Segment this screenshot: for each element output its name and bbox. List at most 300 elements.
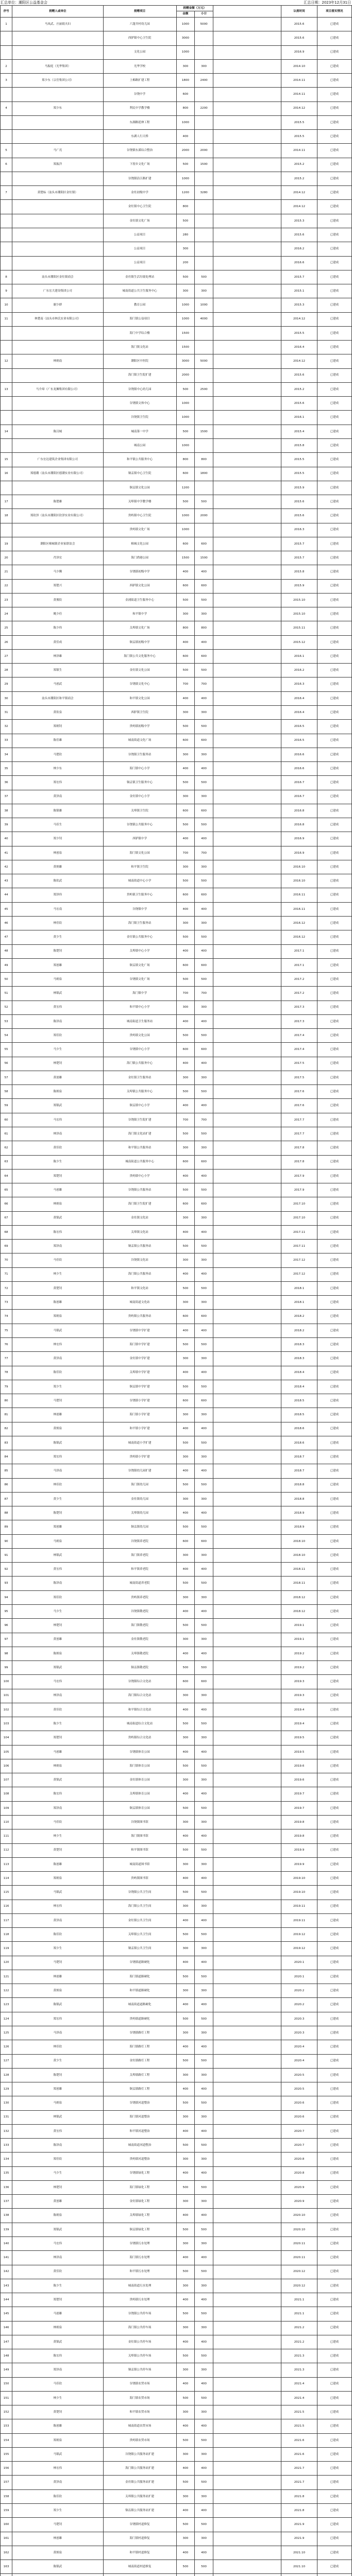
- row-amount: 500: [176, 2349, 195, 2363]
- row-status: 已建成: [317, 1057, 351, 1071]
- row-no: 66: [1, 1197, 12, 1211]
- row-date: 2016.2: [281, 664, 317, 677]
- row-unit: 林创雄: [12, 2532, 104, 2546]
- row-date: 2014.10: [281, 59, 317, 73]
- row-project: 海门镇养老院: [103, 1548, 176, 1562]
- row-status: 已建成: [317, 59, 351, 73]
- row-no: 28: [1, 664, 12, 677]
- table-row: [1, 649, 352, 663]
- row-subtotal: 400: [195, 1014, 213, 1028]
- row-no: 72: [1, 1281, 12, 1295]
- row-unit: [12, 242, 104, 256]
- row-no: 20: [1, 551, 12, 565]
- table-row: [1, 1352, 352, 1366]
- row-unit: 陈钦武: [12, 874, 104, 888]
- row-date: 2015.5: [281, 453, 317, 467]
- row-unit: 林楚南（汕头市林氏实业有限公司）: [12, 312, 104, 326]
- row-date: 2017.10: [281, 1197, 317, 1211]
- row-project: 关埠镇中学扩建: [103, 1366, 176, 1380]
- row-amount: 400: [176, 130, 195, 144]
- row-amount: 600: [176, 1043, 195, 1057]
- page-header: [0, 0, 352, 5]
- table-row: [1, 621, 352, 635]
- summary-date: 汇总日期：2023年12月31日: [304, 1, 351, 5]
- table-row: [1, 2195, 352, 2209]
- row-status: 已建成: [317, 1408, 351, 1422]
- row-project: 谷饶镇中学: [103, 902, 176, 916]
- row-unit: 郑泽南: [12, 2363, 104, 2377]
- row-project: 铜盂镇中心卫生院: [103, 467, 176, 481]
- row-subtotal: 400: [195, 565, 213, 579]
- table-row: [1, 1787, 352, 1801]
- row-no: 35: [1, 762, 12, 776]
- row-unit: 陈宏伟: [12, 2349, 104, 2363]
- row-date: 2016.4: [281, 341, 317, 354]
- row-amount: 700: [176, 846, 195, 860]
- table-row: [1, 1577, 352, 1590]
- row-amount: 400: [176, 1913, 195, 1927]
- row-subtotal: 500: [195, 2307, 213, 2321]
- table-row: [1, 1380, 352, 1394]
- table-row: [1, 101, 352, 115]
- row-unit: 陈宏伟: [12, 1225, 104, 1239]
- row-project: 海门镇文化公园: [103, 846, 176, 860]
- row-status: 已建成: [317, 2532, 351, 2546]
- row-amount: 300: [176, 1492, 195, 1506]
- table-row: [1, 2166, 352, 2180]
- row-no: 153: [1, 2419, 12, 2433]
- row-no: 58: [1, 1085, 12, 1099]
- row-subtotal: 300: [195, 1211, 213, 1225]
- row-no: 126: [1, 2040, 12, 2054]
- table-row: [1, 2082, 352, 2096]
- row-project: 谷饶镇污水处理: [103, 2236, 176, 2250]
- row-amount: 600: [176, 579, 195, 593]
- row-no: 36: [1, 776, 12, 790]
- table-row: [1, 1029, 352, 1043]
- row-unit: 马镇武: [12, 2447, 104, 2461]
- row-unit: 林少生: [12, 2391, 104, 2405]
- row-subtotal: 300: [195, 706, 213, 720]
- row-subtotal: 500: [195, 1127, 213, 1141]
- row-status: 已建成: [317, 1394, 351, 1408]
- row-unit: 林创雄: [12, 1408, 104, 1422]
- row-status: 已建成: [317, 1310, 351, 1324]
- row-no: 127: [1, 2054, 12, 2068]
- row-spacer: [213, 1633, 281, 1647]
- row-project: 金浦街道卫生服务中心: [103, 593, 176, 607]
- row-no: 59: [1, 1099, 12, 1113]
- row-status: 已建成: [317, 397, 351, 411]
- table-row: [1, 2026, 352, 2040]
- row-date: 2021.10: [281, 2546, 317, 2560]
- row-project: 公益项目: [103, 242, 176, 256]
- row-amount: 400: [176, 1225, 195, 1239]
- row-date: 2016.8: [281, 804, 317, 818]
- table-row: [1, 1450, 352, 1464]
- row-no: [1, 368, 12, 382]
- table-row: [1, 579, 352, 593]
- row-unit: 陈炳泉: [12, 1085, 104, 1099]
- row-project: 铜盂镇体育公园: [103, 1801, 176, 1815]
- row-status: 已建成: [317, 874, 351, 888]
- row-unit: 陈佳雄: [12, 734, 104, 748]
- row-spacer: [213, 1928, 281, 1942]
- row-no: 129: [1, 2082, 12, 2096]
- row-subtotal: 300: [195, 2363, 213, 2377]
- row-project: 东湖人行天桥: [103, 130, 176, 144]
- row-unit: 郑泽南: [12, 1240, 104, 1253]
- row-subtotal: 500: [195, 1661, 213, 1675]
- donation-table: [0, 5, 352, 2576]
- row-date: 2019.5: [281, 1731, 317, 1745]
- row-no: 102: [1, 1703, 12, 1717]
- row-status: 已建成: [317, 74, 351, 88]
- row-spacer: [213, 2068, 281, 2082]
- table-row: [1, 1689, 352, 1703]
- row-spacer: [213, 2265, 281, 2279]
- row-status: 已建成: [317, 425, 351, 438]
- row-subtotal: 500: [195, 2096, 213, 2110]
- row-project: 和平镇公共服务中心: [103, 453, 176, 467]
- row-unit: 黄少生: [12, 2054, 104, 2068]
- table-row: [1, 1281, 352, 1295]
- row-project: 金灶镇公共停车场: [103, 2335, 176, 2349]
- row-no: 85: [1, 1464, 12, 1478]
- table-row: [1, 790, 352, 804]
- row-amount: 300: [176, 1942, 195, 1956]
- table-row: [1, 874, 352, 888]
- row-date: 2015.6: [281, 397, 317, 411]
- row-project: 谷饶镇卫生院: [103, 411, 176, 425]
- row-unit: 郑创雄: [12, 958, 104, 972]
- row-status: 已建成: [317, 2546, 351, 2560]
- row-subtotal: 500: [195, 1577, 213, 1590]
- row-status: 已建成: [317, 1492, 351, 1506]
- row-status: 已建成: [317, 1422, 351, 1436]
- table-row: [1, 1913, 352, 1927]
- row-status: 已建成: [317, 1450, 351, 1464]
- row-subtotal: 3280: [195, 186, 213, 200]
- row-date: 2020.9: [281, 2195, 317, 2209]
- row-project: 公益项目: [103, 228, 176, 242]
- row-amount: 300: [176, 1450, 195, 1464]
- row-unit: 林泽南: [12, 2251, 104, 2265]
- row-subtotal: [195, 397, 213, 411]
- row-no: [1, 31, 12, 45]
- row-no: 158: [1, 2489, 12, 2503]
- table-row: [1, 1928, 352, 1942]
- row-amount: 280: [176, 228, 195, 242]
- row-subtotal: 600: [195, 804, 213, 818]
- row-unit: 林创雄: [12, 1970, 104, 1984]
- row-subtotal: 300: [195, 860, 213, 874]
- row-unit: 马炳泉: [12, 2096, 104, 2110]
- table-row: [1, 284, 352, 298]
- row-project: [103, 2574, 176, 2576]
- row-no: 152: [1, 2405, 12, 2419]
- row-status: 已建成: [317, 987, 351, 1001]
- table-row: [1, 467, 352, 481]
- table-row: [1, 172, 352, 185]
- row-status: 已建成: [317, 2433, 351, 2447]
- row-no: 75: [1, 1324, 12, 1337]
- row-no: 61: [1, 1127, 12, 1141]
- row-subtotal: 300: [195, 1816, 213, 1829]
- row-status: 已建成: [317, 621, 351, 635]
- row-amount: 600: [176, 467, 195, 481]
- row-unit: 林楚钊: [12, 1619, 104, 1633]
- row-status: 已建成: [317, 298, 351, 312]
- row-project: 城南街道卫生服务站: [103, 1014, 176, 1028]
- row-unit: 肖泽宏: [12, 551, 104, 565]
- row-unit: 陈炳泉: [12, 2209, 104, 2223]
- row-date: 2021.6: [281, 2433, 317, 2447]
- row-project: 海门镇绿化工程: [103, 2180, 176, 2194]
- row-spacer: [213, 1956, 281, 1970]
- row-date: 2018.2: [281, 1310, 317, 1324]
- row-unit: 黄楚钊: [12, 1843, 104, 1857]
- row-subtotal: 500: [195, 2560, 213, 2574]
- row-project: 贵屿镇公共服务站: [103, 1310, 176, 1324]
- row-status: 已建成: [317, 706, 351, 720]
- row-subtotal: 600: [195, 1155, 213, 1169]
- row-status: 已建成: [317, 2321, 351, 2335]
- row-no: [1, 45, 12, 59]
- row-amount: 500: [176, 425, 195, 438]
- row-date: 2021.2: [281, 2321, 317, 2335]
- row-unit: [12, 481, 104, 495]
- row-spacer: [213, 1478, 281, 1492]
- row-date: 2018.1: [281, 1281, 317, 1295]
- row-project: 贵屿镇文化广场: [103, 523, 176, 537]
- row-unit: 马镇武: [12, 1886, 104, 1900]
- table-row: [1, 1436, 352, 1450]
- row-amount: 400: [176, 2166, 195, 2180]
- row-project: 关埠镇敬老院: [103, 1647, 176, 1660]
- row-amount: 500: [176, 776, 195, 790]
- row-amount: 300: [176, 860, 195, 874]
- row-date: 2018.7: [281, 1450, 317, 1464]
- row-spacer: [213, 2377, 281, 2391]
- row-amount: 200: [176, 256, 195, 270]
- row-date: 2017.4: [281, 1029, 317, 1043]
- row-project: 城南街道文化站: [103, 1296, 176, 1310]
- row-project: 铜盂镇中学扩建: [103, 1380, 176, 1394]
- row-unit: 马创雄: [12, 1183, 104, 1197]
- row-subtotal: 300: [195, 1900, 213, 1913]
- row-spacer: [213, 2433, 281, 2447]
- row-status: 已建成: [317, 818, 351, 832]
- row-project: 上棉路扩建工程: [103, 74, 176, 88]
- row-date: 2019.8: [281, 1816, 317, 1829]
- table-row: [1, 74, 352, 88]
- row-unit: 林炳泉: [12, 1197, 104, 1211]
- row-spacer: [213, 1014, 281, 1028]
- row-amount: 500: [176, 158, 195, 172]
- row-no: 71: [1, 1267, 12, 1281]
- row-no: 44: [1, 888, 12, 902]
- row-unit: 陈汉城: [12, 425, 104, 438]
- row-subtotal: 600: [195, 579, 213, 593]
- row-spacer: [213, 579, 281, 593]
- row-spacer: [213, 495, 281, 509]
- row-status: 已建成: [317, 1071, 351, 1084]
- row-status: 已建成: [317, 1534, 351, 1548]
- row-unit: 林宏伟: [12, 1337, 104, 1351]
- row-unit: 马佳钦: [12, 2377, 104, 2391]
- row-no: 147: [1, 2335, 12, 2349]
- row-date: 2019.10: [281, 1886, 317, 1900]
- row-spacer: [213, 2560, 281, 2574]
- row-amount: 400: [176, 1605, 195, 1619]
- row-subtotal: 300: [195, 917, 213, 930]
- row-amount: 300: [176, 2068, 195, 2082]
- row-unit: 郑钦泽（汕头市潮阳区钦泽实业有限公司）: [12, 509, 104, 523]
- row-no: 112: [1, 1843, 12, 1857]
- row-amount: 1000: [176, 397, 195, 411]
- row-amount: 600: [176, 1155, 195, 1169]
- row-no: 65: [1, 1183, 12, 1197]
- row-subtotal: 2000: [195, 509, 213, 523]
- table-row: [1, 2040, 352, 2054]
- row-project: 海门镇综合文化站: [103, 1689, 176, 1703]
- row-amount: 500: [176, 1928, 195, 1942]
- row-status: 已建成: [317, 1127, 351, 1141]
- row-project: 教育公园: [103, 298, 176, 312]
- row-unit: [12, 341, 104, 354]
- row-status: 已建成: [317, 677, 351, 691]
- row-no: 130: [1, 2096, 12, 2110]
- row-spacer: [213, 1534, 281, 1548]
- row-subtotal: 500: [195, 776, 213, 790]
- row-subtotal: 500: [195, 2054, 213, 2068]
- row-project: 谷饶镇图书馆: [103, 1816, 176, 1829]
- row-spacer: [213, 1717, 281, 1731]
- row-status: 已建成: [317, 917, 351, 930]
- row-no: 146: [1, 2321, 12, 2335]
- row-project: 贵屿镇养老院: [103, 1590, 176, 1604]
- row-date: 2015.6: [281, 509, 317, 523]
- row-status: 已建成: [317, 1998, 351, 2012]
- row-subtotal: [195, 481, 213, 495]
- row-date: 2016.4: [281, 706, 317, 720]
- row-status: 已建成: [317, 888, 351, 902]
- row-status: 已建成: [317, 1253, 351, 1267]
- table-row: [1, 341, 352, 354]
- row-unit: 林佳钦: [12, 1478, 104, 1492]
- table-row: [1, 2307, 352, 2321]
- row-unit: 郑宏伟: [12, 776, 104, 790]
- row-no: 76: [1, 1337, 12, 1351]
- table-row: [1, 144, 352, 158]
- row-amount: 300: [176, 2153, 195, 2166]
- row-status: 已建成: [317, 1675, 351, 1689]
- row-amount: 400: [176, 1703, 195, 1717]
- row-spacer: [213, 1296, 281, 1310]
- row-subtotal: 600: [195, 1394, 213, 1408]
- row-amount: 400: [176, 2251, 195, 2265]
- row-subtotal: 300: [195, 1450, 213, 1464]
- row-subtotal: [195, 228, 213, 242]
- row-status: 已建成: [317, 1281, 351, 1295]
- row-spacer: [213, 2349, 281, 2363]
- row-status: 已建成: [317, 45, 351, 59]
- row-unit: 黄创雄: [12, 2195, 104, 2209]
- row-amount: 500: [176, 2433, 195, 2447]
- row-no: 118: [1, 1928, 12, 1942]
- row-unit: 郑炳泉: [12, 1310, 104, 1324]
- row-no: 94: [1, 1590, 12, 1604]
- row-no: 30: [1, 691, 12, 705]
- row-subtotal: [195, 411, 213, 425]
- row-subtotal: 500: [195, 1928, 213, 1942]
- table-row: [1, 860, 352, 874]
- row-subtotal: 300: [195, 1984, 213, 1998]
- row-spacer: [213, 734, 281, 748]
- row-subtotal: 500: [195, 664, 213, 677]
- row-amount: 1000: [176, 18, 195, 31]
- row-spacer: [213, 1113, 281, 1127]
- row-project: 下厝乡文化广场: [103, 158, 176, 172]
- row-date: 2015.7: [281, 270, 317, 284]
- row-no: 62: [1, 1141, 12, 1155]
- row-no: 151: [1, 2391, 12, 2405]
- row-date: 2015.10: [281, 607, 317, 621]
- row-project: 潮阳区中医院: [103, 354, 176, 368]
- row-date: 2015.3: [281, 298, 317, 312]
- row-status: 已建成: [317, 1520, 351, 1534]
- row-spacer: [213, 186, 281, 200]
- table-row: [1, 973, 352, 987]
- row-amount: 500: [176, 1759, 195, 1773]
- row-no: 116: [1, 1900, 12, 1913]
- row-no: 56: [1, 1057, 12, 1071]
- row-spacer: [213, 1324, 281, 1337]
- row-spacer: [213, 720, 281, 734]
- table-row: [1, 1773, 352, 1787]
- row-project: 谷饶镇中学扩建: [103, 1324, 176, 1337]
- row-spacer: [213, 2223, 281, 2236]
- row-spacer: [213, 2419, 281, 2433]
- row-date: 2019.10: [281, 1872, 317, 1886]
- row-status: 已建成: [317, 691, 351, 705]
- row-project: 谷饶镇卫生院扩建: [103, 1113, 176, 1127]
- table-row: [1, 1478, 352, 1492]
- row-project: 谷饶镇路灯工程: [103, 2026, 176, 2040]
- row-date: 2015.4: [281, 425, 317, 438]
- row-unit: 郑镇武: [12, 1661, 104, 1675]
- row-unit: 林镇武: [12, 1548, 104, 1562]
- row-date: 2021.3: [281, 2349, 317, 2363]
- row-no: 113: [1, 1857, 12, 1871]
- row-status: 已建成: [317, 1970, 351, 1984]
- row-project: 铜盂镇初级中学: [103, 635, 176, 649]
- row-amount: 400: [176, 1366, 195, 1380]
- row-subtotal: 300: [195, 1141, 213, 1155]
- row-status: 已建成: [317, 438, 351, 452]
- row-spacer: [213, 228, 281, 242]
- row-no: 3: [1, 74, 12, 88]
- row-spacer: [213, 1057, 281, 1071]
- row-project: 铜盂镇公共停车场: [103, 2363, 176, 2377]
- row-amount: 600: [176, 888, 195, 902]
- row-date: 2015.9: [281, 481, 317, 495]
- row-project: 城南街道综合文化站: [103, 1717, 176, 1731]
- row-spacer: [213, 2321, 281, 2335]
- row-date: 2017.11: [281, 1240, 317, 1253]
- row-spacer: [213, 1380, 281, 1394]
